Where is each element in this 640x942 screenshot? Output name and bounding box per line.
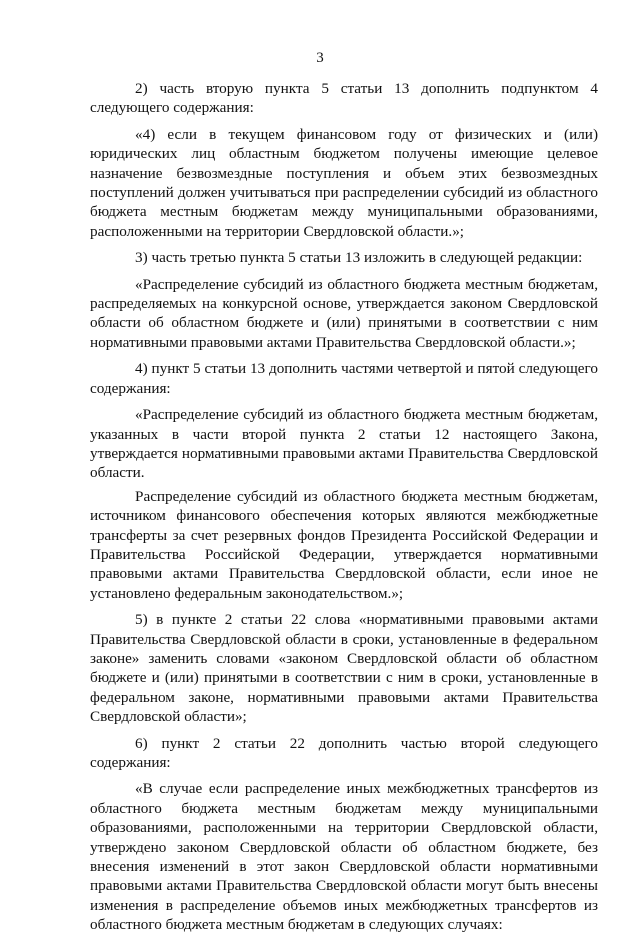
document-body <box>90 79 598 942</box>
paragraph-item-2: 2) часть вторую пункта 5 статьи 13 дополнить подпунктом 4 следующего содержания: <box>90 80 598 117</box>
paragraph-quote-part-five: Распределение субсидий из областного бюджета местным бюджетам, источником финансового обеспечения которых являются межбюджетные трансферты за счет резервных фондов Президента Российской Федерации и Правительства Российской Федерации, утверждается нормативными правовыми актами Правительства Свердловской области, если иное не установлено федеральным законодательством.»; <box>90 487 598 602</box>
paragraph-item-5: 5) в пункте 2 статьи 22 слова «нормативными правовыми актами Правительства Свердловской области в сроки, установленные в федеральном законе» заменить словами «законом Свердловской области об областном бюджете и (или) принятыми в соответствии с ним в сроки, установленные в федеральном законе, нормативными правовыми актами Правительства Свердловской области»; <box>90 611 598 726</box>
paragraph-quote-part-two: «В случае если распределение иных межбюджетных трансфертов из областного бюджета местным бюджетам между муниципальными образованиями, расположенными на территории Свердловской области, утверждено законом Свердловской области об областном бюджете, без внесения изменений в этот закон Свердловской области нормативными правовыми актами Правительства Свердловской области могут быть внесены изменения в распределение объемов иных межбюджетных трансфертов из областного бюджета местным бюджетам в следующих случаях: <box>90 780 598 934</box>
paragraph-item-6: 6) пункт 2 статьи 22 дополнить частью второй следующего содержания: <box>90 734 598 771</box>
paragraph-quote-part-three: «Распределение субсидий из областного бюджета местным бюджетам, распределяемых на конкурсной основе, утверждается законом Свердловской области об областном бюджете и (или) принятыми в соответствии с ним нормативными правовыми актами Правительства Свердловской области.»; <box>90 275 598 351</box>
paragraph-item-4: 4) пункт 5 статьи 13 дополнить частями четвертой и пятой следующего содержания: <box>90 360 598 397</box>
paragraph-quote-part-four: «Распределение субсидий из областного бюджета местным бюджетам, указанных в части второй пункта 2 статьи 12 настоящего Закона, утверждается нормативными правовыми актами Правительства Свердловской области. <box>90 406 598 482</box>
paragraph-quote-item-4: «4) если в текущем финансовом году от физических и (или) юридических лиц областным бюджетом получены имеющие целевое назначение безвозмездные поступления и объем этих безвозмездных поступлений должен учитываться при распределении субсидий из областного бюджета местным бюджетам между муниципальными образованиями, расположенными на территории Свердловской области.»; <box>90 125 598 240</box>
page-number: 3 <box>316 50 324 66</box>
paragraph-item-3: 3) часть третью пункта 5 статьи 13 изложить в следующей редакции: <box>135 249 583 267</box>
